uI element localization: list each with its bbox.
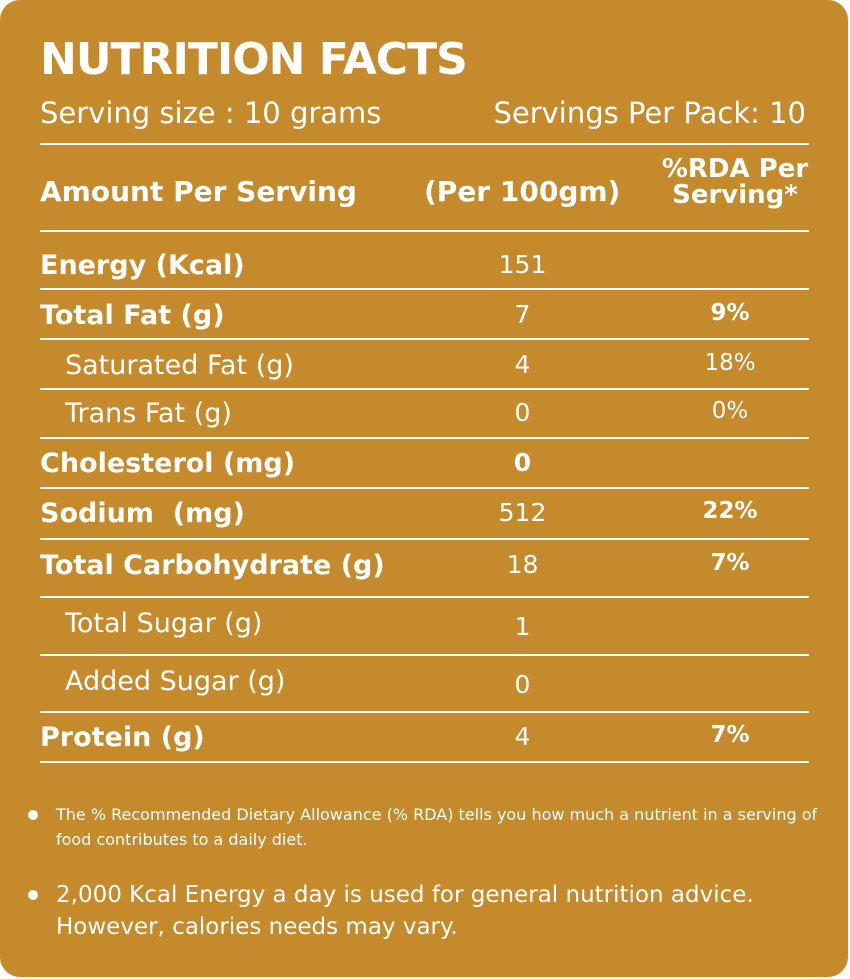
row-rda: 7% bbox=[710, 550, 750, 576]
footnote-rda bbox=[56, 802, 826, 852]
divider bbox=[40, 338, 809, 340]
divider bbox=[40, 654, 809, 656]
nutrition-title: NUTRITION FACTS bbox=[40, 34, 467, 85]
row-label: Sodium (mg) bbox=[40, 498, 245, 529]
divider bbox=[40, 288, 809, 290]
header-per-100gm: (Per 100gm) bbox=[424, 175, 621, 208]
row-rda: 9% bbox=[710, 300, 750, 326]
row-label: Cholesterol (mg) bbox=[40, 448, 296, 479]
row-label: Total Sugar (g) bbox=[65, 608, 263, 639]
serving-size: Serving size : 10 grams bbox=[40, 96, 382, 130]
row-value: 1 bbox=[514, 612, 531, 641]
divider bbox=[40, 596, 809, 598]
divider bbox=[40, 711, 809, 713]
divider bbox=[40, 538, 809, 540]
header-amount-per-serving: Amount Per Serving bbox=[40, 175, 357, 208]
row-rda: 7% bbox=[710, 722, 750, 748]
row-label: Total Fat (g) bbox=[40, 300, 225, 331]
row-value: 151 bbox=[498, 250, 547, 279]
header-rda-per-serving bbox=[655, 156, 815, 208]
divider bbox=[40, 143, 809, 145]
row-rda: 18% bbox=[704, 350, 756, 376]
bullet bbox=[28, 810, 38, 820]
row-label: Saturated Fat (g) bbox=[65, 350, 294, 381]
row-value: 4 bbox=[514, 722, 531, 751]
divider bbox=[40, 761, 809, 763]
row-value: 512 bbox=[498, 498, 547, 527]
row-label: Trans Fat (g) bbox=[65, 398, 232, 429]
row-value: 7 bbox=[514, 300, 531, 329]
servings-per-pack: Servings Per Pack: 10 bbox=[493, 96, 806, 130]
divider bbox=[40, 437, 809, 439]
divider bbox=[40, 487, 809, 489]
row-value: 0 bbox=[513, 448, 532, 477]
row-rda: 0% bbox=[711, 398, 749, 424]
row-value: 18 bbox=[506, 550, 539, 579]
footnote-text: 2,000 Kcal Energy a day is used for general nutrition advice. However, calories needs may vary. bbox=[56, 882, 754, 940]
row-label: Energy (Kcal) bbox=[40, 250, 245, 281]
divider bbox=[40, 388, 809, 390]
bullet bbox=[28, 890, 38, 900]
footnote-text: The % Recommended Dietary Allowance (% RDA) tells you how much a nutrient in a serving of food contributes to a daily diet. bbox=[56, 805, 818, 849]
divider bbox=[40, 230, 809, 232]
header-rda-line1: %RDA Per bbox=[661, 154, 809, 184]
row-label: Protein (g) bbox=[40, 722, 205, 753]
row-value: 0 bbox=[514, 670, 531, 699]
row-value: 4 bbox=[514, 350, 531, 379]
footnote-energy bbox=[56, 879, 826, 943]
row-rda: 22% bbox=[702, 498, 758, 524]
header-rda-line2: Serving* bbox=[672, 180, 798, 210]
row-label: Added Sugar (g) bbox=[65, 666, 286, 697]
row-label: Total Carbohydrate (g) bbox=[40, 550, 385, 581]
row-value: 0 bbox=[514, 398, 531, 427]
